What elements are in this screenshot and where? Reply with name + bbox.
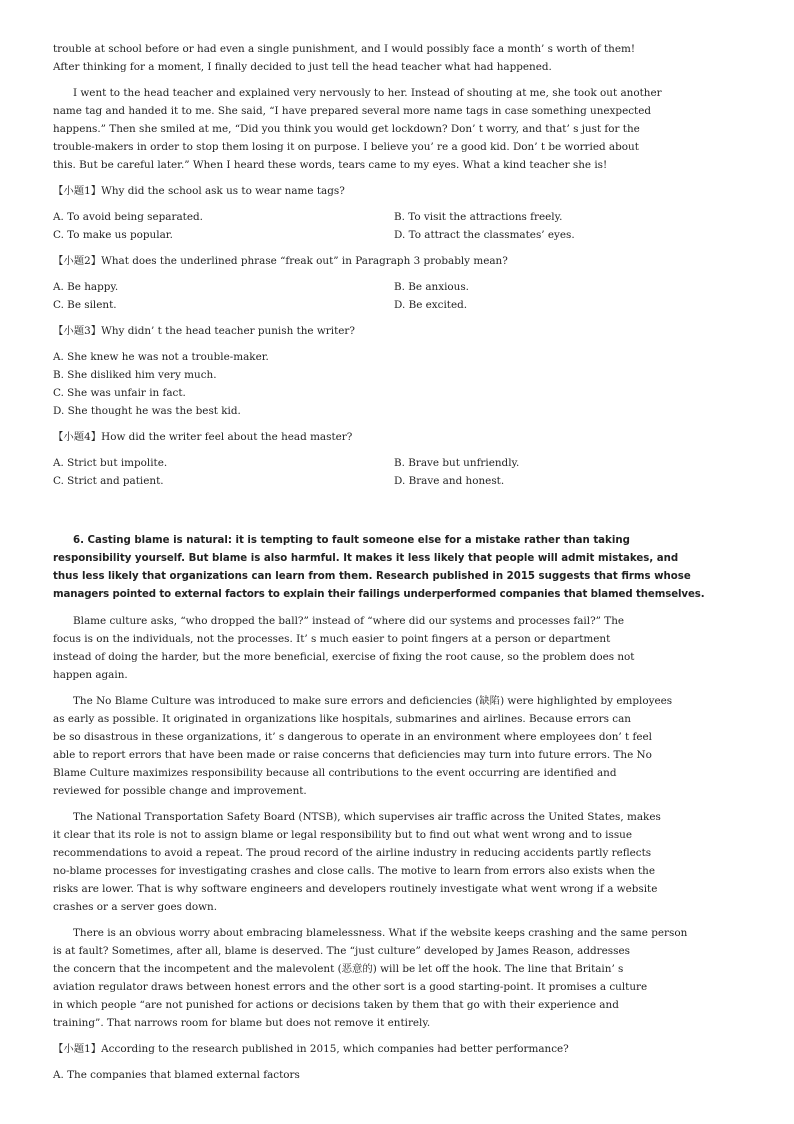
- text-line: managers pointed to external factors to explain their failings underperformed companies that blamed themselves.: [53, 589, 705, 600]
- text-line: focus is on the individuals, not the processes. It’ s much easier to point fingers at a person or department: [53, 633, 611, 645]
- option-c: C. She was unfair in fact.: [53, 387, 186, 399]
- text-line: risks are lower. That is why software engineers and developers routinely investigate what went wrong if a website: [53, 883, 658, 895]
- paragraph-head-teacher: [53, 84, 743, 174]
- option-c: C. Strict and patient.: [53, 475, 164, 487]
- option-b: B. To visit the attractions freely.: [394, 211, 563, 223]
- option-a: A. She knew he was not a trouble-maker.: [53, 351, 269, 363]
- option-d: D. Be excited.: [394, 299, 468, 311]
- option-b: B. Be anxious.: [394, 281, 469, 293]
- text-line: Blame culture asks, “who dropped the ball?” instead of “where did our systems and processes fail?” The: [73, 615, 625, 627]
- text-line: There is an obvious worry about embracing blamelessness. What if the website keeps crashing and the same person: [73, 927, 688, 939]
- text-line: is at fault? Sometimes, after all, blame is deserved. The “just culture” developed by James Reason, addresses: [53, 945, 630, 957]
- text-line: able to report errors that have been made or raise concerns that deficiencies may turn into future errors. The No: [53, 749, 652, 761]
- paragraph-no-blame-culture: [53, 692, 743, 800]
- section-gap: [53, 498, 743, 532]
- option-d: D. To attract the classmates’ eyes.: [394, 229, 575, 241]
- text-line: After thinking for a moment, I finally decided to just tell the head teacher what had happened.: [53, 61, 552, 73]
- question-stem: 【小题1】Why did the school ask us to wear name tags?: [53, 185, 345, 197]
- question-options: [53, 208, 743, 244]
- text-line: instead of doing the harder, but the more beneficial, exercise of fixing the root cause, so the problem does not: [53, 651, 635, 663]
- text-line: this. But be careful later.” When I heard these words, tears came to my eyes. What a kind teacher she is!: [53, 159, 608, 171]
- option-d: D. Brave and honest.: [394, 475, 505, 487]
- text-line: happen again.: [53, 669, 128, 681]
- text-line: it clear that its role is not to assign blame or legal responsibility but to find out what went wrong and to issue: [53, 829, 632, 841]
- option-a: A. To avoid being separated.: [53, 211, 203, 223]
- document-page: [53, 40, 743, 1084]
- option-b: B. Brave but unfriendly.: [394, 457, 520, 469]
- question-stem: 【小题3】Why didn’ t the head teacher punish the writer?: [53, 325, 355, 337]
- text-line: recommendations to avoid a repeat. The proud record of the airline industry in reducing accidents partly reflects: [53, 847, 652, 859]
- text-line: I went to the head teacher and explained very nervously to her. Instead of shouting at me, she took out another: [73, 87, 662, 99]
- question-stem: 【小题2】What does the underlined phrase “freak out” in Paragraph 3 probably mean?: [53, 255, 508, 267]
- intro-paragraph: [53, 40, 743, 76]
- question-options: [53, 278, 743, 314]
- text-line: training”. That narrows room for blame but does not remove it entirely.: [53, 1017, 431, 1029]
- text-line: responsibility yourself. But blame is also harmful. It makes it less likely that people will admit mistakes, and: [53, 553, 679, 564]
- text-line: 6. Casting blame is natural: it is tempting to fault someone else for a mistake rather than taking: [73, 535, 630, 546]
- paragraph-ntsb: [53, 808, 743, 916]
- option-c: C. Be silent.: [53, 299, 117, 311]
- paragraph-just-culture: [53, 924, 743, 1032]
- text-line: happens.” Then she smiled at me, “Did you think you would get lockdown? Don’ t worry, and that’ s just for the: [53, 123, 640, 135]
- text-line: name tag and handed it to me. She said, “I have prepared several more name tags in case something unexpected: [53, 105, 652, 117]
- text-line: The National Transportation Safety Board (NTSB), which supervises air traffic across the United States, makes: [73, 811, 661, 823]
- paragraph-blame-culture: [53, 612, 743, 684]
- option-a: A. Be happy.: [53, 281, 119, 293]
- text-line: the concern that the incompetent and the malevolent (恶意的) will be let off the hook. The line that Britain’ s: [53, 963, 624, 975]
- option-d: D. She thought he was the best kid.: [53, 405, 241, 417]
- option-a: A. The companies that blamed external factors: [53, 1069, 300, 1081]
- text-line: trouble at school before or had even a single punishment, and I would possibly face a month’ s worth of them!: [53, 43, 636, 55]
- text-line: be so disastrous in these organizations, it’ s dangerous to operate in an environment where employees don’ t feel: [53, 731, 652, 743]
- question-stem: 【小题1】According to the research published in 2015, which companies had better performance?: [53, 1043, 569, 1055]
- option-b: B. She disliked him very much.: [53, 369, 217, 381]
- text-line: trouble-makers in order to stop them losing it on purpose. I believe you’ re a good kid. Don’ t be worried about: [53, 141, 639, 153]
- text-line: aviation regulator draws between honest errors and the other sort is a good starting-point. It promises a culture: [53, 981, 648, 993]
- passage-6-intro: [53, 532, 743, 604]
- question-options: [53, 454, 743, 490]
- text-line: reviewed for possible change and improvement.: [53, 785, 307, 797]
- question-options: [53, 348, 743, 420]
- question-stem: 【小题4】How did the writer feel about the head master?: [53, 431, 353, 443]
- option-a: A. Strict but impolite.: [53, 457, 168, 469]
- text-line: no-blame processes for investigating crashes and close calls. The motive to learn from errors also exists when the: [53, 865, 656, 877]
- text-line: as early as possible. It originated in organizations like hospitals, submarines and airlines. Because errors can: [53, 713, 631, 725]
- text-line: The No Blame Culture was introduced to make sure errors and deficiencies (缺陷) were highlighted by employees: [73, 695, 673, 707]
- text-line: in which people “are not punished for actions or decisions taken by them that go with their experience and: [53, 999, 619, 1011]
- text-line: Blame Culture maximizes responsibility because all contributions to the event occurring are identified and: [53, 767, 617, 779]
- option-c: C. To make us popular.: [53, 229, 173, 241]
- text-line: crashes or a server goes down.: [53, 901, 218, 913]
- text-line: thus less likely that organizations can learn from them. Research published in 2015 suggests that firms whose: [53, 571, 691, 582]
